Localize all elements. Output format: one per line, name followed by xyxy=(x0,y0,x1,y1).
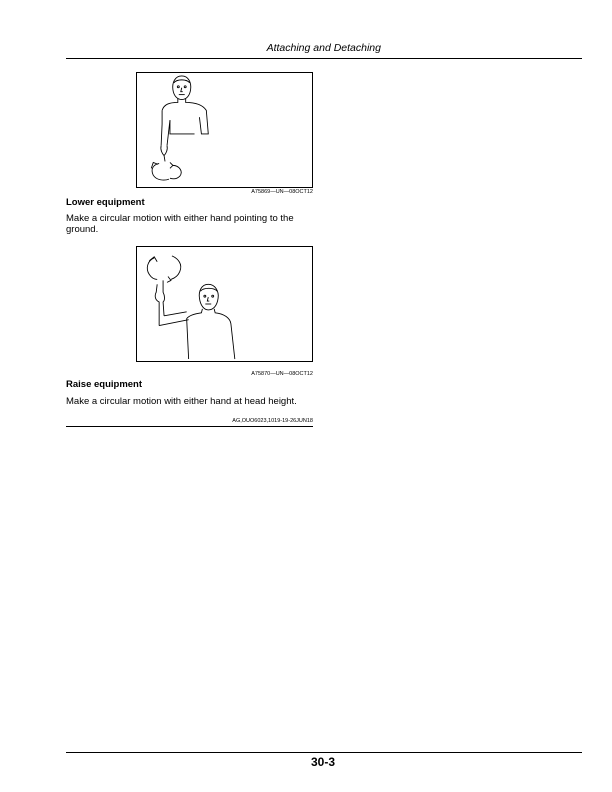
page-number: 30-3 xyxy=(311,755,336,769)
header-rule xyxy=(66,58,582,59)
raise-equipment-illustration xyxy=(136,246,313,362)
figure-id: A75869—UN—08OCT12 xyxy=(251,189,313,195)
footer-rule xyxy=(66,752,582,753)
section-title: Attaching and Detaching xyxy=(266,42,381,54)
reference-rule xyxy=(66,426,313,427)
signal-heading-raise: Raise equipment xyxy=(66,379,143,390)
signal-heading-lower: Lower equipment xyxy=(66,197,145,208)
signal-description-lower: Make a circular motion with either hand pointing to the ground. xyxy=(66,213,294,235)
figure-id: A75870—UN—08OCT12 xyxy=(251,371,313,377)
lower-signal-drawing xyxy=(137,73,312,187)
lower-equipment-illustration xyxy=(136,72,313,188)
signal-description-raise: Make a circular motion with either hand at head height. xyxy=(66,396,297,407)
reference-id: AG,OUO6023,1019-19-26JUN18 xyxy=(232,418,313,424)
raise-signal-drawing xyxy=(137,247,312,361)
